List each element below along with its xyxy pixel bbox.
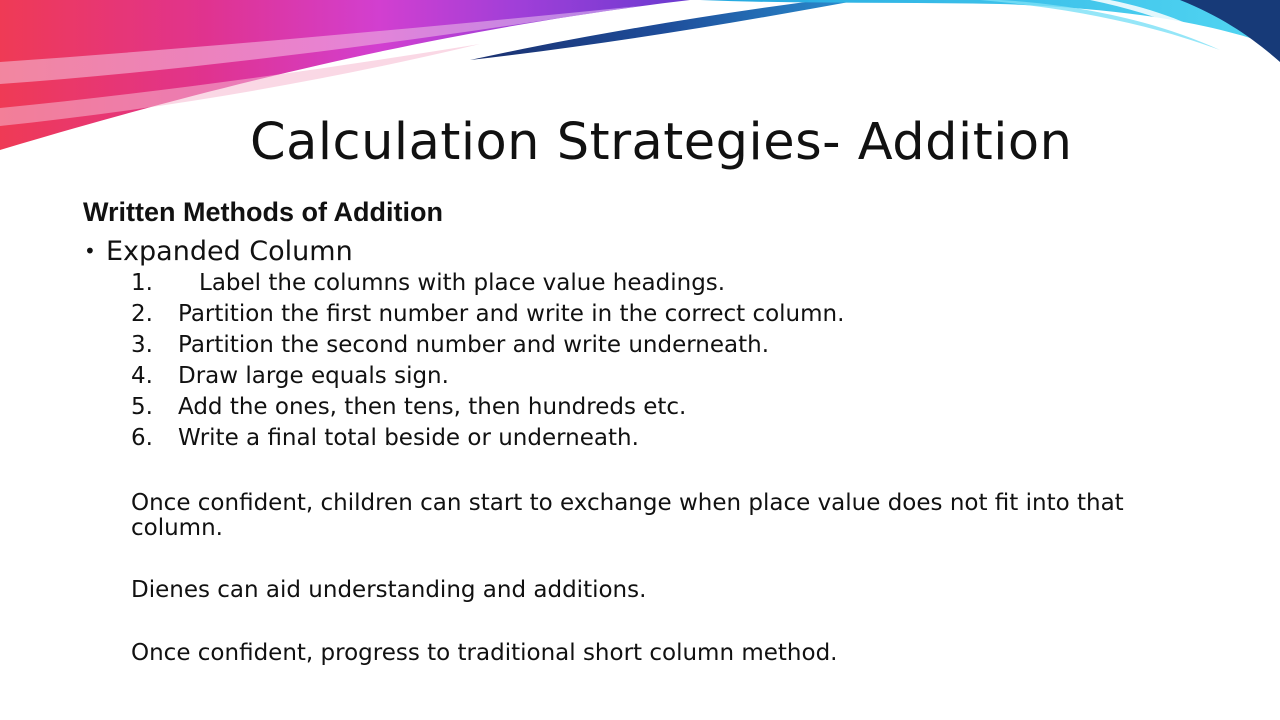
- list-item-text: Draw large equals sign.: [178, 363, 449, 389]
- list-item: [131, 361, 844, 392]
- numbered-steps-list: [131, 268, 844, 454]
- bullet-item: [84, 234, 353, 269]
- list-item-text: Write a final total beside or underneath.: [178, 425, 639, 451]
- bullet-marker: •: [84, 239, 96, 263]
- list-item-number: 4.: [131, 363, 153, 389]
- list-item-text: Partition the first number and write in the correct column.: [178, 301, 845, 327]
- list-item-text: Label the columns with place value headings.: [199, 270, 726, 296]
- section-subheading: Written Methods of Addition: [83, 197, 443, 227]
- list-item: [131, 330, 844, 361]
- list-item: [131, 392, 844, 423]
- bullet-text: Expanded Column: [106, 236, 353, 267]
- slide-title: Calculation Strategies- Addition: [250, 113, 1073, 172]
- list-item-text: Partition the second number and write underneath.: [178, 332, 770, 358]
- list-item-text: Add the ones, then tens, then hundreds etc.: [178, 394, 687, 420]
- paragraph-dienes: Dienes can aid understanding and additions.: [131, 577, 647, 603]
- list-item-number: 6.: [131, 425, 153, 451]
- list-item-number: 5.: [131, 394, 153, 420]
- list-item: [131, 423, 844, 454]
- list-item: [131, 299, 844, 330]
- list-item-number: 3.: [131, 332, 153, 358]
- list-item-number: 2.: [131, 301, 153, 327]
- list-item: [131, 268, 844, 299]
- paragraph-exchange: Once confident, children can start to exchange when place value does not fit into that column.: [131, 490, 1124, 541]
- list-item-number: 1.: [131, 270, 153, 296]
- paragraph-progress: Once confident, progress to traditional short column method.: [131, 640, 838, 666]
